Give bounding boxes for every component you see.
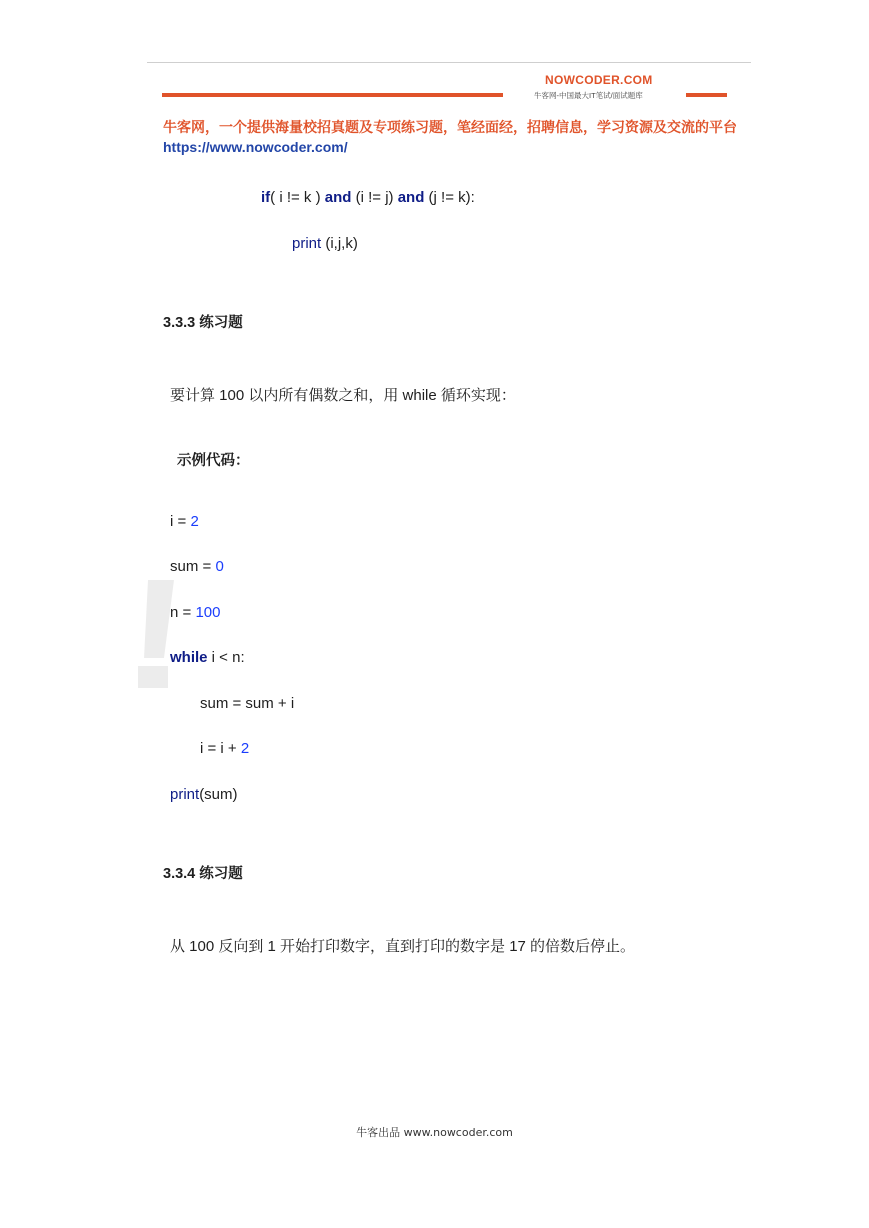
question-text-334: 从 100 反向到 1 开始打印数字，直到打印的数字是 17 的倍数后停止。 (170, 938, 636, 955)
function-print: print (292, 235, 322, 252)
example-code-label: 示例代码： (177, 453, 250, 469)
function-print: print (170, 786, 200, 803)
code-text: ( i != k ) (270, 189, 325, 206)
code-line-if (261, 189, 475, 206)
code-line-print (292, 235, 358, 252)
section-heading-333: 3.3.3 练习题 (163, 315, 243, 331)
code-text: i < n: (207, 649, 245, 666)
section-heading-334: 3.3.4 练习题 (163, 866, 243, 882)
code-text: n = (170, 604, 196, 621)
brand-logo-text: NOWCODER.COM (545, 73, 653, 87)
number-literal: 100 (195, 604, 221, 621)
number-literal: 2 (190, 513, 199, 530)
number-literal: 2 (240, 740, 250, 757)
brand-tagline: 牛客网-中国最大IT笔试/面试题库 (534, 91, 643, 100)
header-accent-bar-left (162, 93, 503, 97)
code-line-print-sum (170, 786, 238, 803)
keyword-and: and (397, 189, 425, 206)
code-line-while (170, 649, 245, 666)
code-line-sum-assign (170, 558, 224, 575)
code-text: (i,j,k) (321, 235, 358, 252)
code-text: (i != j) (351, 189, 398, 206)
watermark-mark (134, 580, 174, 690)
keyword-if: if (261, 189, 271, 206)
header-accent-bar-right (686, 93, 727, 97)
promo-link[interactable]: https://www.nowcoder.com/ (163, 139, 348, 155)
number-literal: 0 (215, 558, 224, 575)
keyword-while: while (170, 649, 208, 666)
code-line-n-assign (170, 604, 220, 621)
code-line-i-update (200, 740, 249, 757)
code-text: sum = (170, 558, 216, 575)
header-top-rule (147, 62, 751, 63)
code-text: i = i + (200, 740, 241, 757)
code-line-i-assign (170, 513, 199, 530)
promo-text: 牛客网，一个提供海量校招真题及专项练习题，笔经面经，招聘信息，学习资源及交流的平台 (163, 119, 737, 135)
page-footer: 牛客出品 www.nowcoder.com (356, 1126, 513, 1139)
code-text: (j != k): (424, 189, 475, 206)
question-text-333: 要计算 100 以内所有偶数之和，用 while 循环实现： (170, 387, 516, 404)
code-line-sum-update: sum = sum + i (200, 695, 295, 712)
code-text: (sum) (199, 786, 238, 803)
keyword-and: and (324, 189, 352, 206)
code-text: i = (170, 513, 191, 530)
